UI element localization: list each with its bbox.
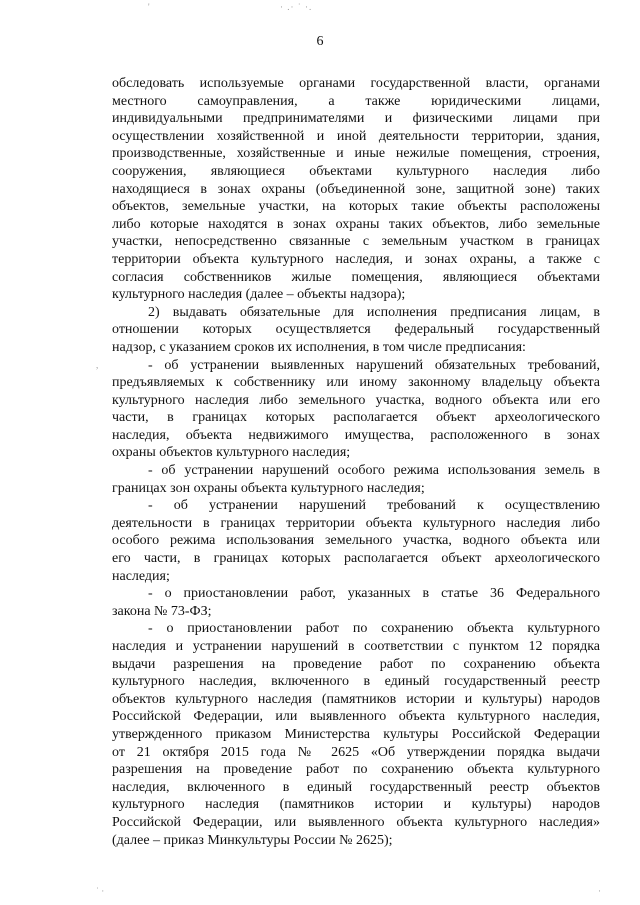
text-line: наследия и устранении нарушений в соответствии с пунктом 12 порядка xyxy=(112,639,600,654)
text-line: (далее – приказ Минкультуры России № 2625); xyxy=(112,832,393,848)
paragraph xyxy=(112,357,600,463)
text-line: выдачи разрешения на проведение работ по сохранению объекта xyxy=(112,656,600,672)
paragraph xyxy=(112,620,600,849)
text-line: охраны объектов культурного наследия; xyxy=(112,445,351,461)
text-line: культурного наследия (далее – объекты надзора); xyxy=(112,287,406,303)
text-line: участки, непосредственно связанные с земельным участком в границах xyxy=(112,234,600,250)
document-body xyxy=(112,75,600,849)
text-line: - об устранении выявленных нарушений обязательных требований, xyxy=(148,357,600,373)
scan-artifact-mark: ˙ · xyxy=(96,886,105,896)
text-line: отношении которых осуществляется федеральный государственный xyxy=(112,322,600,338)
text-line: особого режима использования земельного участка, водного объекта или xyxy=(112,533,600,549)
text-line: наследия; xyxy=(112,568,170,584)
paragraph xyxy=(112,75,600,304)
scan-artifact-mark: , xyxy=(96,360,99,370)
page-number: 6 xyxy=(316,34,324,49)
text-line: предъявляемых к собственнику или иному законному владельцу объекта xyxy=(112,375,600,391)
paragraph xyxy=(112,497,600,585)
text-line: объектов культурного наследия (памятников истории и культуры) народов xyxy=(112,691,600,707)
paragraph xyxy=(112,462,600,497)
scan-artifact-mark: · .· ˙ ·. xyxy=(280,2,313,12)
text-line: от 21 октября 2015 года № 2625 «Об утверждении порядка выдачи xyxy=(112,744,600,760)
text-line: культурного наследия либо земельного участка, водного объекта или его xyxy=(112,392,600,408)
text-line: границах зон охраны объекта культурного наследия; xyxy=(112,480,425,496)
text-line: 2) выдавать обязательные для исполнения предписания лицам, в xyxy=(148,304,600,320)
text-line: наследия, включенного в единый государственный реестр объектов xyxy=(112,779,600,795)
text-line: деятельности в границах территории объекта культурного наследия либо xyxy=(112,515,600,531)
text-line: - об устранении нарушений особого режима использования земель в xyxy=(148,463,600,479)
text-line: - о приостановлении работ, указанных в статье 36 Федерального xyxy=(148,586,600,602)
paragraph xyxy=(112,585,600,620)
text-line: Российской Федерации, или выявленного объекта культурного наследия, xyxy=(112,709,600,725)
text-line: территории объекта культурного наследия, и зонах охраны, а также с xyxy=(112,251,600,267)
text-line: находящиеся в зонах охраны (объединенной зоне, защитной зоне) таких xyxy=(112,181,600,197)
text-line: обследовать используемые органами государственной власти, органами xyxy=(112,76,600,91)
text-line: объектов, земельные участки, на которых такие объекты расположены xyxy=(112,199,600,215)
text-line: надзор, с указанием сроков их исполнения, в том числе предписания: xyxy=(112,339,526,355)
text-line: наследия, объекта недвижимого имущества, расположенного в зонах xyxy=(112,427,600,443)
scan-artifact-mark: ' xyxy=(148,2,150,12)
text-line: индивидуальными предпринимателями и физическими лицами при xyxy=(112,111,600,127)
text-line: закона № 73-ФЗ; xyxy=(112,603,212,619)
text-line: либо которые находятся в зонах охраны таких объектов, либо земельные xyxy=(112,216,600,232)
text-line: сооружения, являющиеся объектами культурного наследия либо xyxy=(112,163,600,179)
text-line: Российской Федерации, или выявленного объекта культурного наследия» xyxy=(112,814,600,830)
text-line: - о приостановлении работ по сохранению объекта культурного xyxy=(148,621,600,637)
paragraph xyxy=(112,304,600,357)
text-line: осуществлении хозяйственной и иной деятельности территории, здания, xyxy=(112,128,600,144)
text-line: производственные, хозяйственные и иные нежилые помещения, строения, xyxy=(112,146,600,162)
text-line: утвержденного приказом Министерства культуры Российской Федерации xyxy=(112,726,600,742)
text-line: части, в границах которых располагается объект археологического xyxy=(112,410,600,426)
scan-artifact-mark: · xyxy=(598,886,601,896)
text-line: местного самоуправления, а также юридическими лицами, xyxy=(112,93,600,109)
text-line: культурного наследия, включенного в единый государственный реестр xyxy=(112,674,600,690)
text-line: его части, в границах которых располагается объект археологического xyxy=(112,551,600,567)
text-line: согласия собственников жилые помещения, являющиеся объектами xyxy=(112,269,600,285)
text-line: разрешения на проведение работ по сохранению объекта культурного xyxy=(112,762,600,778)
text-line: культурного наследия (памятников истории и культуры) народов xyxy=(112,797,600,813)
text-line: - об устранении нарушений требований к осуществлению xyxy=(148,498,600,514)
